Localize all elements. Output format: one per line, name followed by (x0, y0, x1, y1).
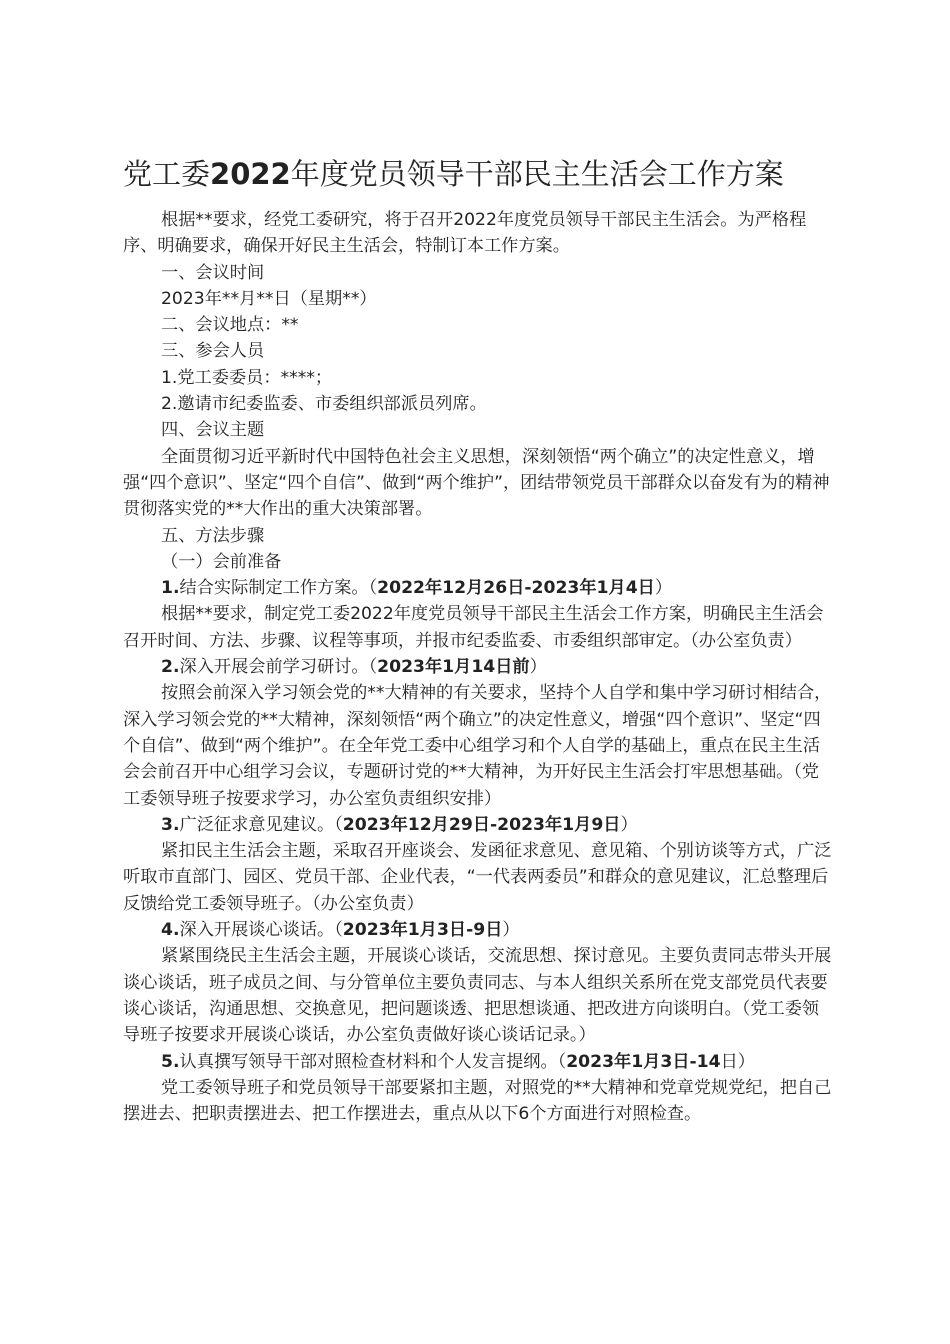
step-number: 4. (161, 920, 180, 941)
step-number: 1. (161, 578, 180, 599)
step-heading-3 (123, 812, 835, 838)
meeting-time-value: 2023年**月**日（星期**） (161, 288, 377, 309)
step-title: 深入开展谈心谈话。（ (179, 920, 343, 941)
document-title (123, 152, 843, 196)
step-date: 2023年1月3日-9日 (342, 920, 503, 941)
title-prefix: 党工委 (123, 157, 211, 191)
step-number: 2. (161, 657, 180, 678)
section-heading-steps: 五、方法步骤 (161, 525, 265, 546)
attendee-item-1: 1.党工委委员：****； (161, 367, 333, 388)
step-body-3: 紧扣民主生活会主题，采取召开座谈会、发函征求意见、意见箱、个别访谈等方式，广泛听取市直部门、园区、党员干部、企业代表，“一代表两委员”和群众的意见建议，汇总整理后反馈给党工委领导班子。（办公室负责） (123, 841, 832, 914)
step-body-5: 党工委领导班子和党员领导干部要紧扣主题，对照党的**大精神和党章党规党纪，把自己摆进去、把职责摆进去、把工作摆进去，重点从以下6个方面进行对照检查。 (123, 1077, 832, 1125)
step-heading-5 (123, 1049, 835, 1075)
step-close: 日） (720, 1051, 755, 1072)
step-date: 2023年12月29日-2023年1月9日 (342, 814, 621, 835)
step-close: ） (654, 578, 673, 599)
step-heading-1 (123, 575, 835, 601)
step-heading-2 (123, 654, 835, 680)
step-date: 2023年1月14日前 (377, 657, 530, 678)
step-body-2: 按照会前深入学习领会党的**大精神的有关要求，坚持个人自学和集中学习研讨相结合，深入学习领会党的**大精神，深刻领悟“两个确立”的决定性意义，增强“四个意识”、坚定“四个自信”、做到“两个维护”。在全年党工委中心组学习和个人自学的基础上，重点在民主生活会会前召开中心组学习会议，专题研讨党的**大精神，为开好民主生活会打牢思想基础。（党工委领导班子按要求学习，办公室负责组织安排） (123, 683, 832, 809)
step-date: 2022年12月26日-2023年1月4日 (377, 578, 655, 599)
step-title: 认真撰写领导干部对照检查材料和个人发言提纲。（ (179, 1051, 567, 1072)
step-date: 2023年1月3日-14 (566, 1051, 721, 1072)
step-title: 广泛征求意见建议。（ (179, 814, 343, 835)
attendee-item-2: 2.邀请市纪委监委、市委组织部派员列席。 (161, 394, 487, 415)
theme-paragraph: 全面贯彻习近平新时代中国特色社会主义思想，深刻领悟“两个确立”的决定性意义，增强“四个意识”、坚定“四个自信”、做到“两个维护”，团结带领党员干部群众以奋发有为的精神贯彻落实党的**大作出的重大决策部署。 (123, 446, 830, 520)
section-heading-meeting-location: 二、会议地点：** (161, 315, 299, 336)
section-heading-attendees: 三、参会人员 (161, 341, 265, 362)
step-body-4: 紧紧围绕民主生活会主题，开展谈心谈话，交流思想、探讨意见。主要负责同志带头开展谈心谈话，班子成员之间、与分管单位主要负责同志、与本人组织关系所在党支部党员代表要谈心谈话，沟通思想、交换意见，把问题谈透、把思想谈通、把改进方向谈明白。（党工委领导班子按要求开展谈心谈话，办公室负责做好谈心谈话记录。） (123, 946, 832, 1046)
step-heading-4 (123, 917, 835, 943)
step-close: ） (502, 920, 520, 941)
step-number: 3. (161, 814, 180, 835)
document-body (123, 207, 835, 1127)
section-heading-meeting-time: 一、会议时间 (161, 262, 265, 283)
step-title: 结合实际制定工作方案。（ (179, 578, 378, 599)
step-body-1: 根据**要求，制定党工委2022年度党员领导干部民主生活会工作方案，明确民主生活会召开时间、方法、步骤、议程等事项，并报市纪委监委、市委组织部审定。（办公室负责） (123, 604, 824, 651)
intro-paragraph: 根据**要求，经党工委研究，将于召开2022年度党员领导干部民主生活会。为严格程序、明确要求，确保开好民主生活会，特制订本工作方案。 (123, 210, 807, 257)
step-number: 5. (161, 1051, 180, 1072)
title-suffix: 年度党员领导干部民主生活会工作方案 (290, 157, 784, 191)
step-close: ） (529, 657, 547, 678)
section-heading-theme: 四、会议主题 (161, 420, 265, 441)
title-year: 2022 (210, 157, 291, 191)
step-close: ） (620, 814, 638, 835)
subsection-heading-preparation: （一）会前准备 (161, 551, 282, 572)
step-title: 深入开展会前学习研讨。（ (179, 657, 378, 678)
